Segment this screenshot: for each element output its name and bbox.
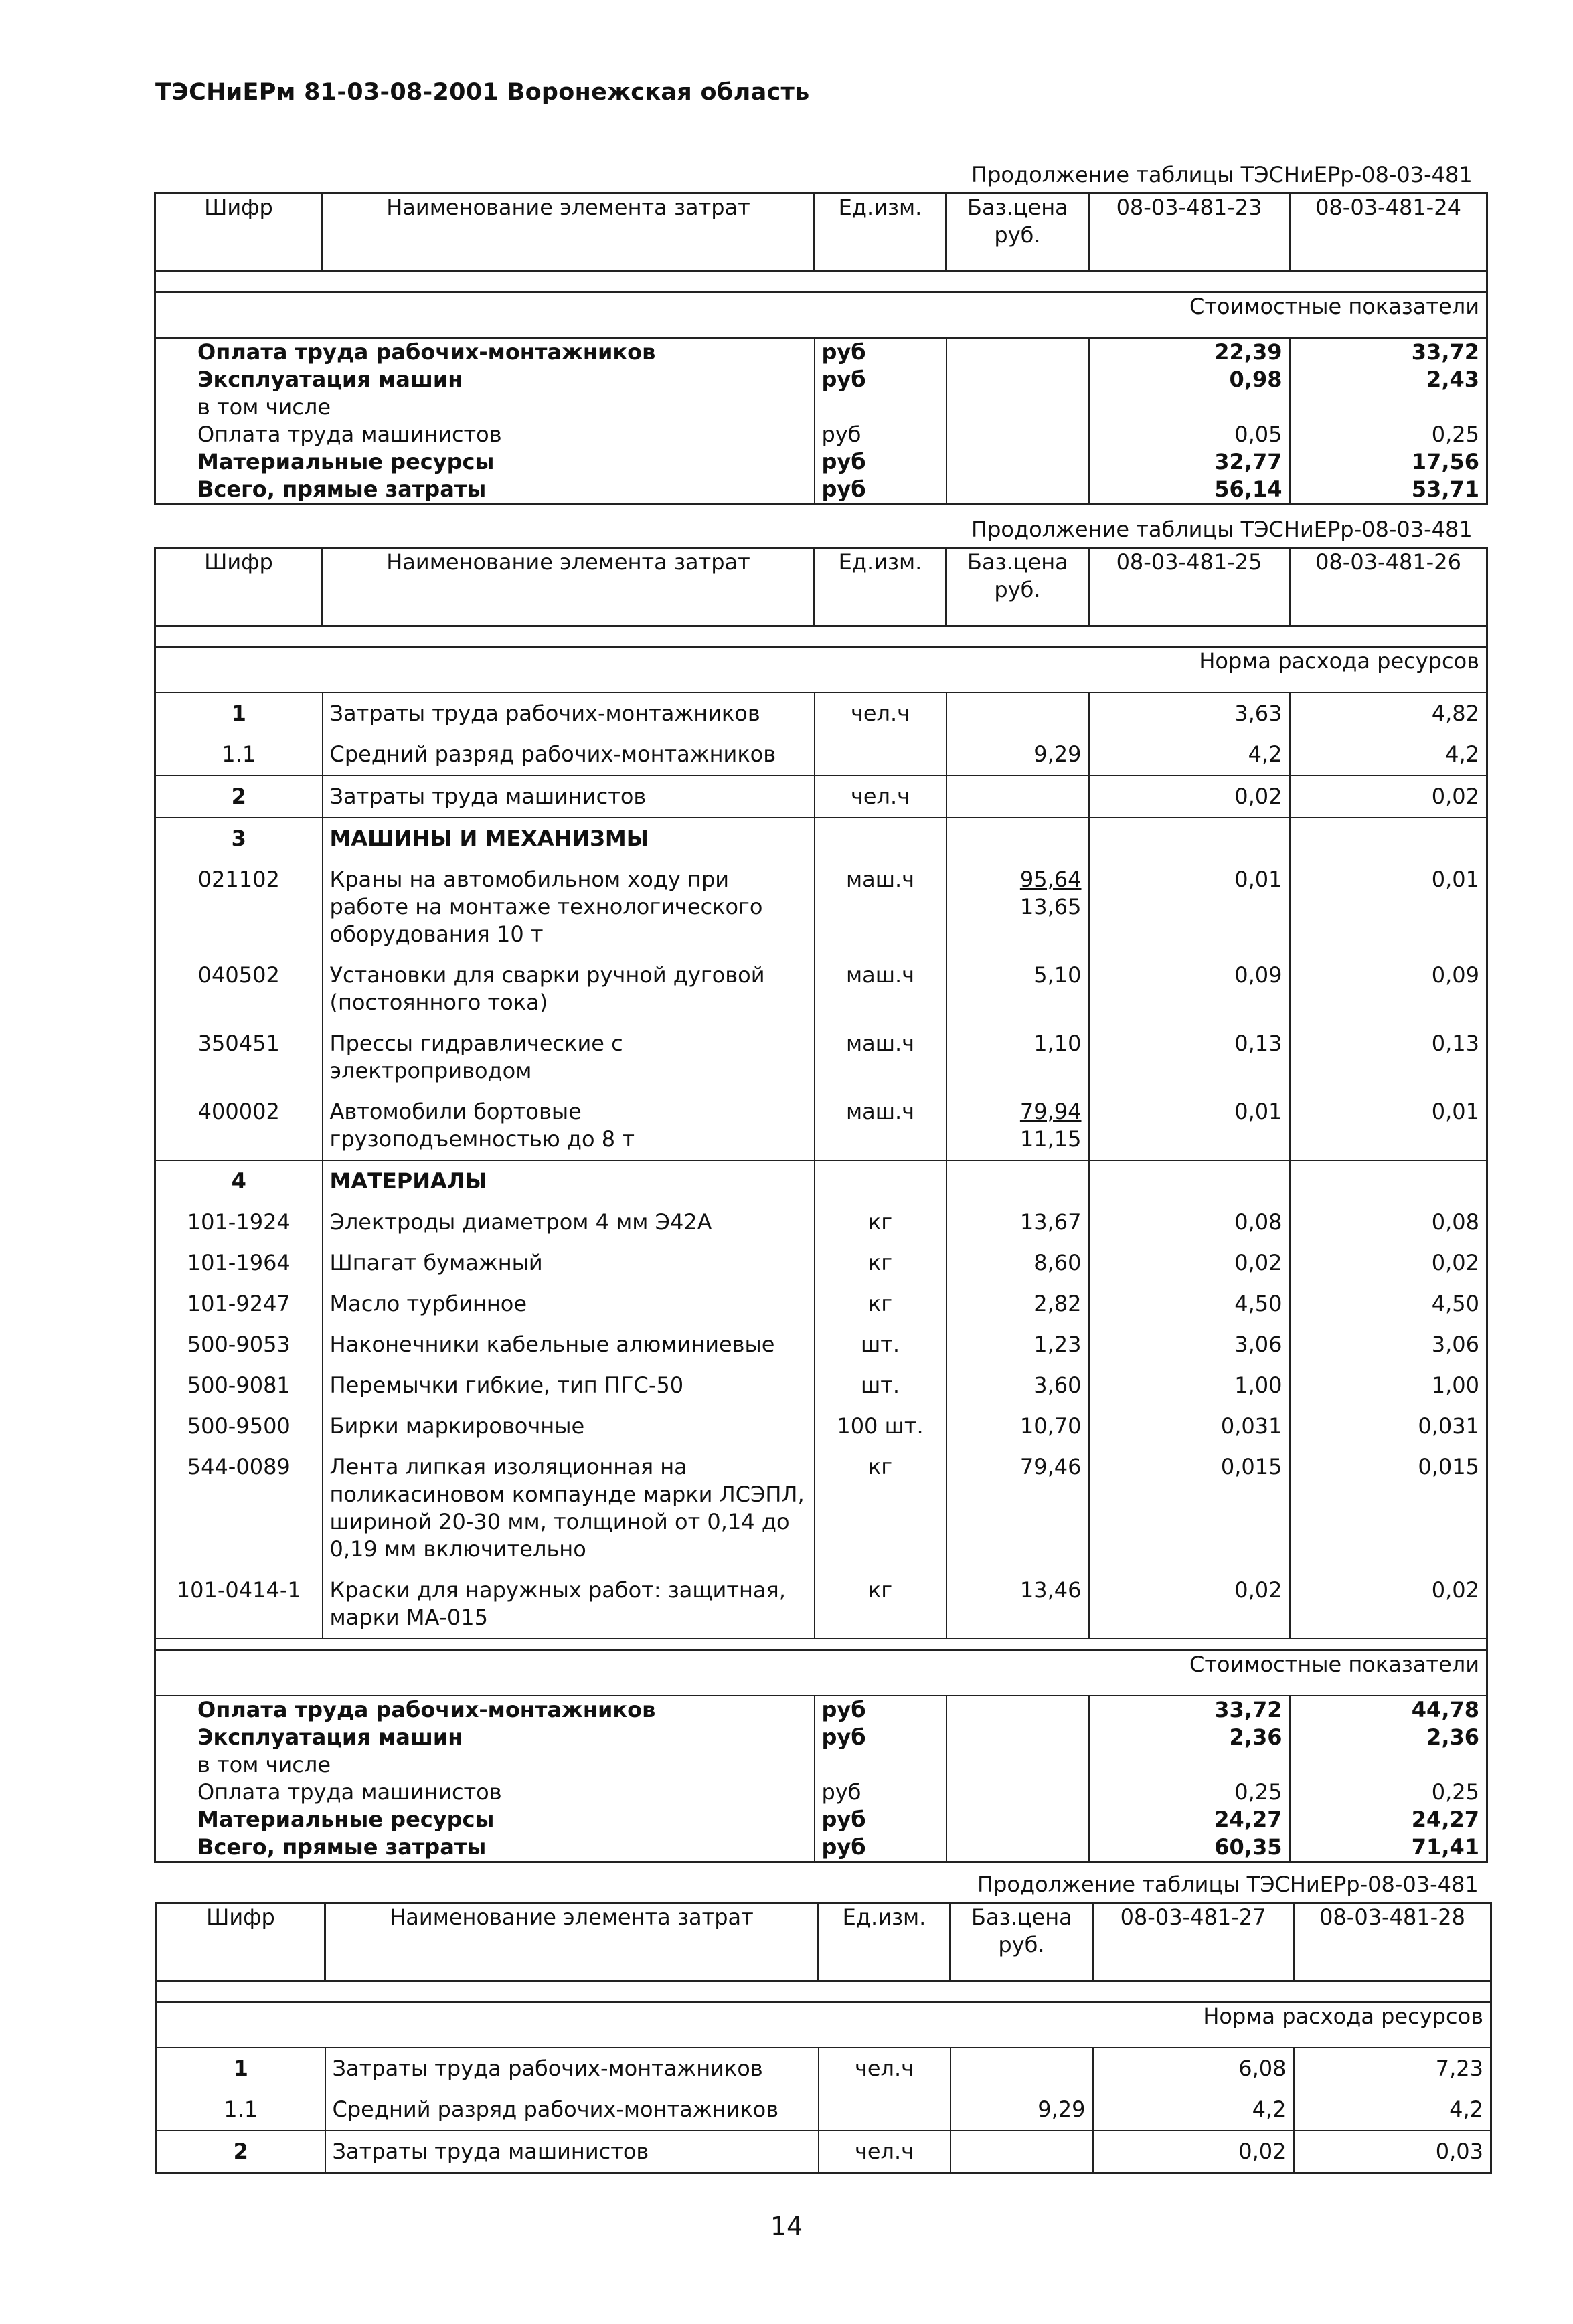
- price-value: 2,82: [1033, 1291, 1082, 1316]
- summary-value-a: 2,36: [1089, 1724, 1290, 1751]
- col-code-header: Шифр: [155, 193, 323, 272]
- col-unit-header: Ед.изм.: [815, 193, 946, 272]
- table-row: [155, 818, 1487, 859]
- row-value-a: 6,08: [1093, 2048, 1294, 2089]
- summary-value-a: 33,72: [1089, 1696, 1290, 1724]
- summary-row: [155, 366, 1487, 393]
- price-value: 9,29: [1038, 2096, 1086, 2122]
- row-price: [946, 776, 1089, 818]
- row-code: 040502: [155, 955, 323, 1023]
- row-unit: кг: [815, 1570, 946, 1639]
- summary-value-a: 0,25: [1089, 1779, 1290, 1806]
- row-value-a: 3,63: [1089, 693, 1290, 734]
- row-unit: кг: [815, 1283, 946, 1324]
- col-name-header: Наименование элемента затрат: [325, 1903, 819, 1981]
- row-unit: чел.ч: [815, 693, 946, 734]
- summary-unit: руб: [815, 1779, 946, 1806]
- summary-name: Оплата труда рабочих-монтажников: [155, 338, 815, 366]
- page-number: 14: [770, 2212, 803, 2241]
- summary-name: Эксплуатация машин: [155, 366, 815, 393]
- summary-value-b: 33,72: [1290, 338, 1487, 366]
- row-price: [946, 1243, 1089, 1283]
- row-name: Наконечники кабельные алюминиевые: [323, 1324, 815, 1365]
- summary-row: [155, 1724, 1487, 1751]
- summary-name: Материальные ресурсы: [155, 1806, 815, 1834]
- row-value-b: 0,01: [1290, 859, 1487, 955]
- summary-value-a: [1089, 393, 1290, 421]
- row-price: [946, 859, 1089, 955]
- row-unit: кг: [815, 1447, 946, 1570]
- table-header-row: [155, 193, 1487, 272]
- table-row: [155, 1283, 1487, 1324]
- section-title: Норма расхода ресурсов: [155, 647, 1487, 693]
- table-row: [155, 693, 1487, 734]
- spacer-row: [155, 626, 1487, 647]
- row-unit: шт.: [815, 1324, 946, 1365]
- spacer-row: [155, 272, 1487, 292]
- row-name: Затраты труда рабочих-монтажников: [323, 693, 815, 734]
- row-name: Установки для сварки ручной дуговой (постоянного тока): [323, 955, 815, 1023]
- table-row: [155, 734, 1487, 776]
- price-header-text: Баз.цена руб.: [967, 549, 1068, 602]
- summary-row: [155, 1751, 1487, 1779]
- row-unit: маш.ч: [815, 1023, 946, 1091]
- row-name: МАШИНЫ И МЕХАНИЗМЫ: [323, 818, 815, 859]
- price-value: 5,10: [1033, 962, 1082, 988]
- row-name: Автомобили бортовые грузоподъемностью до 8 т: [323, 1091, 815, 1160]
- row-value-b: 4,82: [1290, 693, 1487, 734]
- price-value: 3,60: [1033, 1372, 1082, 1398]
- section-title: Норма расхода ресурсов: [157, 2002, 1491, 2048]
- continuation-caption: Продолжение таблицы ТЭСНиЕРр-08-03-481: [971, 162, 1473, 187]
- summary-price: [946, 448, 1089, 476]
- row-price: [946, 955, 1089, 1023]
- row-value-a: 0,01: [1089, 1091, 1290, 1160]
- row-code: 101-0414-1: [155, 1570, 323, 1639]
- summary-row: [155, 421, 1487, 448]
- summary-unit: руб: [815, 421, 946, 448]
- row-name: МАТЕРИАЛЫ: [323, 1160, 815, 1202]
- row-code: 500-9500: [155, 1406, 323, 1447]
- row-value-a: [1089, 818, 1290, 859]
- summary-row: [155, 393, 1487, 421]
- row-value-a: 1,00: [1089, 1365, 1290, 1406]
- col-name-header: Наименование элемента затрат: [323, 193, 815, 272]
- summary-name: Всего, прямые затраты: [155, 476, 815, 505]
- row-value-b: 0,02: [1290, 776, 1487, 818]
- row-value-b: 4,50: [1290, 1283, 1487, 1324]
- row-name: Шпагат бумажный: [323, 1243, 815, 1283]
- summary-price: [946, 421, 1089, 448]
- summary-unit: руб: [815, 1834, 946, 1862]
- summary-value-b: 24,27: [1290, 1806, 1487, 1834]
- row-value-a: 0,031: [1089, 1406, 1290, 1447]
- summary-price: [946, 476, 1089, 505]
- continuation-caption: Продолжение таблицы ТЭСНиЕРр-08-03-481: [971, 517, 1473, 542]
- summary-value-a: 22,39: [1089, 338, 1290, 366]
- spacer-row: [155, 1639, 1487, 1650]
- price-value: 79,46: [1019, 1454, 1082, 1480]
- row-price: [946, 1160, 1089, 1202]
- price-value: 9,29: [1033, 741, 1082, 767]
- summary-name: Материальные ресурсы: [155, 448, 815, 476]
- summary-unit: руб: [815, 476, 946, 505]
- section-title-row: [155, 647, 1487, 693]
- row-value-b: 3,06: [1290, 1324, 1487, 1365]
- summary-price: [946, 1779, 1089, 1806]
- row-unit: чел.ч: [819, 2131, 950, 2173]
- summary-price: [946, 1751, 1089, 1779]
- summary-value-b: 17,56: [1290, 448, 1487, 476]
- table-row: [155, 1406, 1487, 1447]
- table-row: [155, 1091, 1487, 1160]
- col-code-b-header: 08-03-481-26: [1290, 548, 1487, 626]
- row-price: [946, 1202, 1089, 1243]
- row-value-a: 0,02: [1089, 1570, 1290, 1639]
- col-code-header: Шифр: [157, 1903, 325, 1981]
- row-name: Масло турбинное: [323, 1283, 815, 1324]
- row-price: [946, 1283, 1089, 1324]
- table-row: [155, 1243, 1487, 1283]
- col-price-header: [946, 548, 1089, 626]
- summary-unit: руб: [815, 448, 946, 476]
- table-row: [155, 1324, 1487, 1365]
- summary-unit: руб: [815, 1696, 946, 1724]
- summary-row: [155, 476, 1487, 505]
- row-code: 1.1: [155, 734, 323, 776]
- summary-name: Эксплуатация машин: [155, 1724, 815, 1751]
- table-row: [155, 1447, 1487, 1570]
- row-unit: чел.ч: [819, 2048, 950, 2089]
- row-value-a: 4,2: [1089, 734, 1290, 776]
- summary-value-a: 32,77: [1089, 448, 1290, 476]
- table-row: [155, 1202, 1487, 1243]
- price-value: 13,67: [1019, 1209, 1082, 1235]
- row-unit: [815, 1160, 946, 1202]
- table-header-row: [155, 548, 1487, 626]
- price-value-secondary: 11,15: [1019, 1126, 1082, 1152]
- row-price: [946, 818, 1089, 859]
- row-value-b: 0,031: [1290, 1406, 1487, 1447]
- summary-unit: руб: [815, 1724, 946, 1751]
- resource-table-2: [154, 547, 1488, 1863]
- row-value-a: 0,02: [1093, 2131, 1294, 2173]
- row-name: Бирки маркировочные: [323, 1406, 815, 1447]
- row-price: [946, 1365, 1089, 1406]
- row-name: Затраты труда рабочих-монтажников: [325, 2048, 819, 2089]
- price-value: 1,23: [1033, 1332, 1082, 1357]
- col-code-a-header: 08-03-481-23: [1089, 193, 1290, 272]
- table-row: [155, 776, 1487, 818]
- row-unit: кг: [815, 1243, 946, 1283]
- row-value-a: 4,50: [1089, 1283, 1290, 1324]
- row-value-a: 0,08: [1089, 1202, 1290, 1243]
- summary-price: [946, 366, 1089, 393]
- col-code-b-header: 08-03-481-24: [1290, 193, 1487, 272]
- summary-name: Оплата труда машинистов: [155, 1779, 815, 1806]
- row-code: 1: [157, 2048, 325, 2089]
- row-unit: шт.: [815, 1365, 946, 1406]
- row-value-a: 0,02: [1089, 1243, 1290, 1283]
- row-unit: маш.ч: [815, 955, 946, 1023]
- row-price: [946, 1570, 1089, 1639]
- price-value: 13,46: [1019, 1577, 1082, 1603]
- summary-value-a: 0,98: [1089, 366, 1290, 393]
- price-value: 95,64: [1019, 867, 1082, 892]
- row-unit: маш.ч: [815, 1091, 946, 1160]
- summary-name: Оплата труда рабочих-монтажников: [155, 1696, 815, 1724]
- row-value-a: 0,13: [1089, 1023, 1290, 1091]
- summary-value-a: [1089, 1751, 1290, 1779]
- table-row: [157, 2131, 1491, 2173]
- row-value-b: 0,01: [1290, 1091, 1487, 1160]
- section-title-row: [157, 2002, 1491, 2048]
- col-unit-header: Ед.изм.: [819, 1903, 950, 1981]
- row-name: Затраты труда машинистов: [325, 2131, 819, 2173]
- row-price: [946, 1324, 1089, 1365]
- price-header-text: Баз.цена руб.: [971, 1904, 1072, 1957]
- resource-table-3: [155, 1902, 1492, 2174]
- row-code: 544-0089: [155, 1447, 323, 1570]
- summary-name: Всего, прямые затраты: [155, 1834, 815, 1862]
- summary-unit: [815, 393, 946, 421]
- row-code: 3: [155, 818, 323, 859]
- row-code: 2: [155, 776, 323, 818]
- col-name-header: Наименование элемента затрат: [323, 548, 815, 626]
- col-price-header: [946, 193, 1089, 272]
- summary-price: [946, 338, 1089, 366]
- row-value-b: 7,23: [1294, 2048, 1491, 2089]
- row-price: [946, 1406, 1089, 1447]
- summary-value-a: 0,05: [1089, 421, 1290, 448]
- row-unit: [815, 734, 946, 776]
- col-code-a-header: 08-03-481-25: [1089, 548, 1290, 626]
- row-unit: 100 шт.: [815, 1406, 946, 1447]
- row-code: 2: [157, 2131, 325, 2173]
- row-name: Краны на автомобильном ходу при работе на монтаже технологического оборудования 10 т: [323, 859, 815, 955]
- row-value-b: 4,2: [1290, 734, 1487, 776]
- summary-value-b: 71,41: [1290, 1834, 1487, 1862]
- col-code-b-header: 08-03-481-28: [1294, 1903, 1491, 1981]
- table-row: [157, 2048, 1491, 2089]
- row-unit: кг: [815, 1202, 946, 1243]
- row-unit: чел.ч: [815, 776, 946, 818]
- table-row: [155, 859, 1487, 955]
- row-value-a: 3,06: [1089, 1324, 1290, 1365]
- table-row: [155, 1160, 1487, 1202]
- spacer-row: [157, 1981, 1491, 2002]
- summary-price: [946, 1696, 1089, 1724]
- summary-value-b: 44,78: [1290, 1696, 1487, 1724]
- row-price: [950, 2131, 1093, 2173]
- row-price: [946, 693, 1089, 734]
- row-price: [946, 1447, 1089, 1570]
- summary-value-b: 0,25: [1290, 1779, 1487, 1806]
- row-name: Электроды диаметром 4 мм Э42А: [323, 1202, 815, 1243]
- row-code: 101-9247: [155, 1283, 323, 1324]
- row-code: 101-1964: [155, 1243, 323, 1283]
- summary-row: [155, 338, 1487, 366]
- row-price: [946, 1091, 1089, 1160]
- summary-value-b: [1290, 1751, 1487, 1779]
- row-code: 400002: [155, 1091, 323, 1160]
- summary-row: [155, 1779, 1487, 1806]
- summary-unit: руб: [815, 1806, 946, 1834]
- row-name: Перемычки гибкие, тип ПГС-50: [323, 1365, 815, 1406]
- row-value-b: [1290, 818, 1487, 859]
- table-row: [155, 1570, 1487, 1639]
- row-value-a: 0,02: [1089, 776, 1290, 818]
- col-price-header: [950, 1903, 1093, 1981]
- summary-unit: руб: [815, 338, 946, 366]
- table-header-row: [157, 1903, 1491, 1981]
- section-title-row: [155, 292, 1487, 339]
- price-header-text: Баз.цена руб.: [967, 195, 1068, 248]
- summary-value-b: 0,25: [1290, 421, 1487, 448]
- summary-price: [946, 1724, 1089, 1751]
- summary-value-b: [1290, 393, 1487, 421]
- row-name: Средний разряд рабочих-монтажников: [325, 2089, 819, 2131]
- cost-table-1: [154, 192, 1488, 505]
- row-value-a: 4,2: [1093, 2089, 1294, 2131]
- col-unit-header: Ед.изм.: [815, 548, 946, 626]
- section-title: Стоимостные показатели: [155, 292, 1487, 339]
- summary-price: [946, 393, 1089, 421]
- row-value-b: 0,13: [1290, 1023, 1487, 1091]
- row-value-b: [1290, 1160, 1487, 1202]
- col-code-a-header: 08-03-481-27: [1093, 1903, 1294, 1981]
- row-price: [950, 2048, 1093, 2089]
- summary-value-a: 60,35: [1089, 1834, 1290, 1862]
- table-row: [157, 2089, 1491, 2131]
- row-price: [950, 2089, 1093, 2131]
- row-value-b: 0,09: [1290, 955, 1487, 1023]
- row-value-a: 0,01: [1089, 859, 1290, 955]
- row-value-b: 0,03: [1294, 2131, 1491, 2173]
- row-unit: маш.ч: [815, 859, 946, 955]
- price-value: 10,70: [1019, 1413, 1082, 1439]
- price-value-secondary: 13,65: [1019, 894, 1082, 919]
- summary-value-a: 24,27: [1089, 1806, 1290, 1834]
- summary-price: [946, 1834, 1089, 1862]
- row-code: 500-9053: [155, 1324, 323, 1365]
- row-value-a: [1089, 1160, 1290, 1202]
- table-row: [155, 1365, 1487, 1406]
- price-value: 8,60: [1033, 1250, 1082, 1275]
- table-row: [155, 1023, 1487, 1091]
- row-value-b: 0,08: [1290, 1202, 1487, 1243]
- row-code: 021102: [155, 859, 323, 955]
- row-name: Лента липкая изоляционная на поликасиновом компаунде марки ЛСЭПЛ, шириной 20-30 мм, толщиной от 0,14 до 0,19 мм включительно: [323, 1447, 815, 1570]
- row-code: 101-1924: [155, 1202, 323, 1243]
- row-name: Средний разряд рабочих-монтажников: [323, 734, 815, 776]
- row-code: 350451: [155, 1023, 323, 1091]
- summary-unit: [815, 1751, 946, 1779]
- summary-row: [155, 1806, 1487, 1834]
- summary-name: в том числе: [155, 393, 815, 421]
- row-code: 1: [155, 693, 323, 734]
- row-value-a: 0,09: [1089, 955, 1290, 1023]
- row-value-b: 0,02: [1290, 1243, 1487, 1283]
- summary-value-b: 2,43: [1290, 366, 1487, 393]
- summary-name: в том числе: [155, 1751, 815, 1779]
- row-name: Затраты труда машинистов: [323, 776, 815, 818]
- row-value-b: 4,2: [1294, 2089, 1491, 2131]
- row-code: 1.1: [157, 2089, 325, 2131]
- summary-name: Оплата труда машинистов: [155, 421, 815, 448]
- row-value-b: 1,00: [1290, 1365, 1487, 1406]
- continuation-caption: Продолжение таблицы ТЭСНиЕРр-08-03-481: [977, 1872, 1479, 1897]
- row-price: [946, 734, 1089, 776]
- row-name: Краски для наружных работ: защитная, марки МА-015: [323, 1570, 815, 1639]
- row-code: 500-9081: [155, 1365, 323, 1406]
- row-name: Прессы гидравлические с электроприводом: [323, 1023, 815, 1091]
- summary-row: [155, 1696, 1487, 1724]
- summary-value-b: 53,71: [1290, 476, 1487, 505]
- section-title-row: [155, 1650, 1487, 1696]
- row-unit: [815, 818, 946, 859]
- summary-value-a: 56,14: [1089, 476, 1290, 505]
- summary-row: [155, 448, 1487, 476]
- summary-price: [946, 1806, 1089, 1834]
- row-value-b: 0,015: [1290, 1447, 1487, 1570]
- row-price: [946, 1023, 1089, 1091]
- price-value: 79,94: [1019, 1099, 1082, 1124]
- document-header: ТЭСНиЕРм 81-03-08-2001 Воронежская область: [155, 79, 810, 106]
- table-row: [155, 955, 1487, 1023]
- summary-row: [155, 1834, 1487, 1862]
- price-value: 1,10: [1033, 1031, 1082, 1056]
- row-value-a: 0,015: [1089, 1447, 1290, 1570]
- row-value-b: 0,02: [1290, 1570, 1487, 1639]
- section-title: Стоимостные показатели: [155, 1650, 1487, 1696]
- row-code: 4: [155, 1160, 323, 1202]
- row-unit: [819, 2089, 950, 2131]
- summary-unit: руб: [815, 366, 946, 393]
- col-code-header: Шифр: [155, 548, 323, 626]
- summary-value-b: 2,36: [1290, 1724, 1487, 1751]
